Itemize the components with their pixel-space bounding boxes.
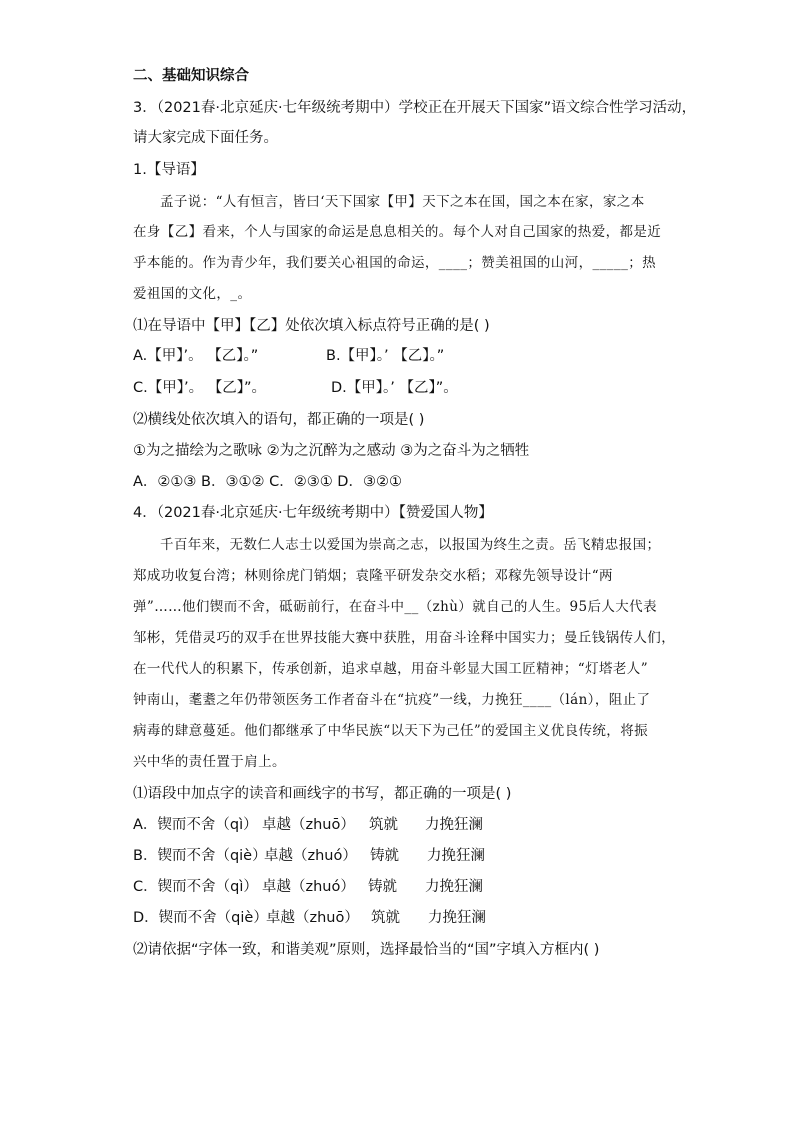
q3-q1-stem: ⑴在导语中【甲】【乙】处依次填入标点符号正确的是( )	[133, 318, 490, 334]
q3-passage-line: 爱祖国的文化，_。	[133, 286, 252, 302]
q4-q1-option-a-b: 卓越（zhuō）	[262, 817, 355, 833]
q4-q1-option-a-word: A．锲而不舍（qì）	[133, 817, 258, 833]
section-title: 二、基础知识综合	[133, 68, 249, 84]
q3-q1-option-d: D.【甲】。’ 【乙】”。	[331, 380, 458, 396]
q4-q1-stem: ⑴语段中加点字的读音和画线字的书写，都正确的一项是( )	[133, 786, 512, 802]
q4-q1-option-c-word: C．锲而不舍（qì）	[133, 879, 258, 895]
q3-q2-stem: ⑵横线处依次填入的语句，都正确的一项是( )	[133, 412, 425, 428]
q4-q1-option-c-b: 卓越（zhuó）	[262, 879, 355, 895]
q4-passage-line: 病毒的肆意蔓延。他们都继承了中华民族“以天下为己任”的爱国主义优良传统，将振	[133, 723, 649, 739]
q4-q1-option-c-d: 力挽狂澜	[425, 879, 483, 895]
q4-q1-option-c-c: 铸就	[368, 879, 397, 895]
q4-q1-option-d-d: 力挽狂澜	[428, 910, 486, 926]
q3-passage-line: 在身【乙】看来，个人与国家的命运是息息相关的。每个人对自己国家的热爱，都是近	[133, 224, 662, 240]
q4-passage-line: 郑成功收复台湾；林则徐虎门销烟；袁隆平研发杂交水稻；邓稼先领导设计“两	[133, 568, 613, 584]
q3-q1-option-b: B.【甲】。’ 【乙】。”	[326, 348, 445, 364]
q4-q1-option-b-d: 力挽狂澜	[427, 848, 485, 864]
q4-passage-line: 千百年来，无数仁人志士以爱国为崇高之志，以报国为终生之责。岳飞精忠报国；	[160, 537, 661, 553]
q3-q2-items: ①为之描绘为之歌咏 ②为之沉醉为之感动 ③为之奋斗为之牺牲	[133, 443, 530, 459]
q4-passage-line: 邹彬，凭借灵巧的双手在世界技能大赛中获胜，用奋斗诠释中国实力；曼丘钱锅传人们，	[133, 630, 676, 646]
q3-q1-option-c: C.【甲】’。 【乙】”。	[133, 380, 266, 396]
q3-q2-options: A．②①③ B．③①② C．②③① D．③②①	[133, 474, 402, 490]
q4-q1-option-b-b: 卓越（zhuó）	[264, 848, 357, 864]
q4-q2-stem: ⑵请依据“字体一致，和谐美观”原则，选择最恰当的“国”字填入方框内( )	[133, 942, 600, 958]
q4-q1-option-a-d: 力挽狂澜	[425, 817, 483, 833]
q4-passage-line: 钟南山，耄耋之年仍带领医务工作者奋斗在“抗疫”一线，力挽狂____（lán），阻止了	[133, 692, 651, 708]
q4-passage-line: 弹”……他们锲而不舍，砥砺前行，在奋斗中__（zhù）就自己的人生。95后人大代表	[133, 599, 657, 615]
q3-q1-option-a: A.【甲】’。 【乙】。”	[133, 348, 259, 364]
q4-q1-option-d-c: 筑就	[371, 910, 400, 926]
q4-header: 4．（2021春·北京延庆·七年级统考期中）【赞爱国人物】	[133, 505, 493, 521]
q4-passage-line: 在一代代人的积累下，传承创新，追求卓越，用奋斗彰显大国工匠精神；“灯塔老人”	[133, 661, 649, 677]
q3-header-line1: 3．（2021春·北京延庆·七年级统考期中）学校正在开展天下国家”语文综合性学习活动，	[133, 100, 697, 116]
q4-q1-option-b-c: 铸就	[370, 848, 399, 864]
q4-passage-line: 兴中华的责任置于肩上。	[133, 754, 286, 770]
q4-q1-option-d-b: 卓越（zhuō）	[266, 910, 359, 926]
q4-q1-option-d-word: D．锲而不舍（qiè）	[133, 910, 268, 926]
q4-q1-option-b-word: B．锲而不舍（qiè）	[133, 848, 267, 864]
q4-q1-option-a-c: 筑就	[369, 817, 398, 833]
q3-header-line2: 请大家完成下面任务。	[133, 130, 278, 146]
q3-sub-title: 1.【导语】	[133, 162, 205, 178]
q3-passage-line: 乎本能的。作为青少年，我们要关心祖国的命运，____；赞美祖国的山河，_____；热	[133, 255, 657, 271]
q3-passage-line: 孟子说：“人有恒言，皆曰‘天下国家【甲】天下之本在国，国之本在家，家之本	[160, 194, 645, 210]
